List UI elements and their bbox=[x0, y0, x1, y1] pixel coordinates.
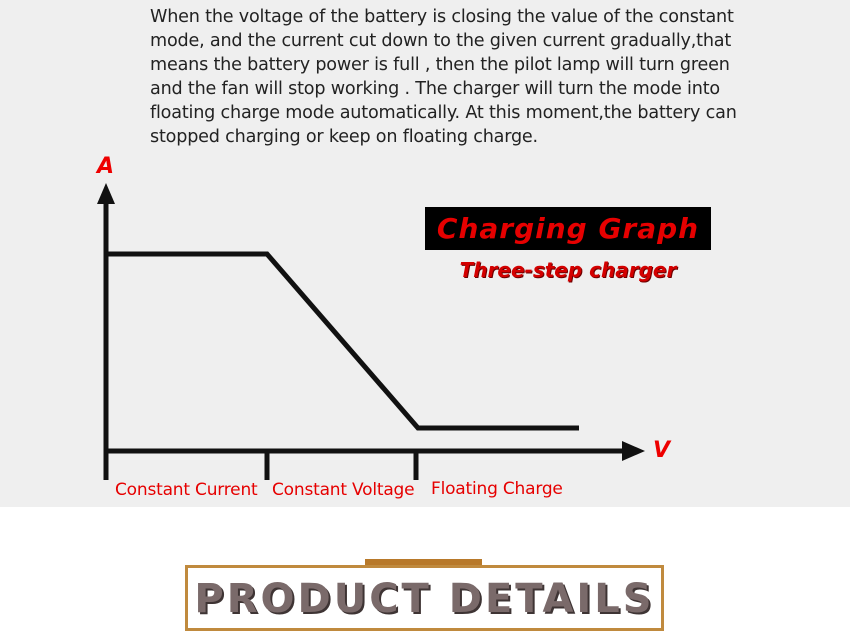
graph-subtitle: Three-step charger bbox=[459, 258, 677, 282]
product-details-title: PRODUCT DETAILS bbox=[194, 576, 655, 622]
product-details-banner bbox=[185, 565, 664, 631]
phase-label-constant-current: Constant Current bbox=[115, 480, 258, 500]
description-line: and the fan will stop working . The charger will turn the mode into bbox=[150, 79, 720, 99]
description-line: mode, and the current cut down to the given current gradually,that bbox=[150, 31, 732, 51]
graph-title-box bbox=[425, 207, 711, 250]
phase-label-floating-charge: Floating Charge bbox=[431, 479, 563, 499]
y-axis-label: A bbox=[97, 154, 115, 179]
graph-title: Charging Graph bbox=[436, 212, 700, 245]
description-line: floating charge mode automatically. At this moment,the battery can bbox=[150, 103, 737, 123]
description-line: stopped charging or keep on floating charge. bbox=[150, 127, 538, 147]
x-axis-label: V bbox=[653, 438, 671, 463]
description-line: means the battery power is full , then the pilot lamp will turn green bbox=[150, 55, 730, 75]
x-axis-arrow bbox=[622, 441, 645, 461]
y-axis-arrow bbox=[97, 183, 115, 204]
description-line: When the voltage of the battery is closing the value of the constant bbox=[150, 7, 734, 27]
phase-label-constant-voltage: Constant Voltage bbox=[272, 480, 415, 500]
